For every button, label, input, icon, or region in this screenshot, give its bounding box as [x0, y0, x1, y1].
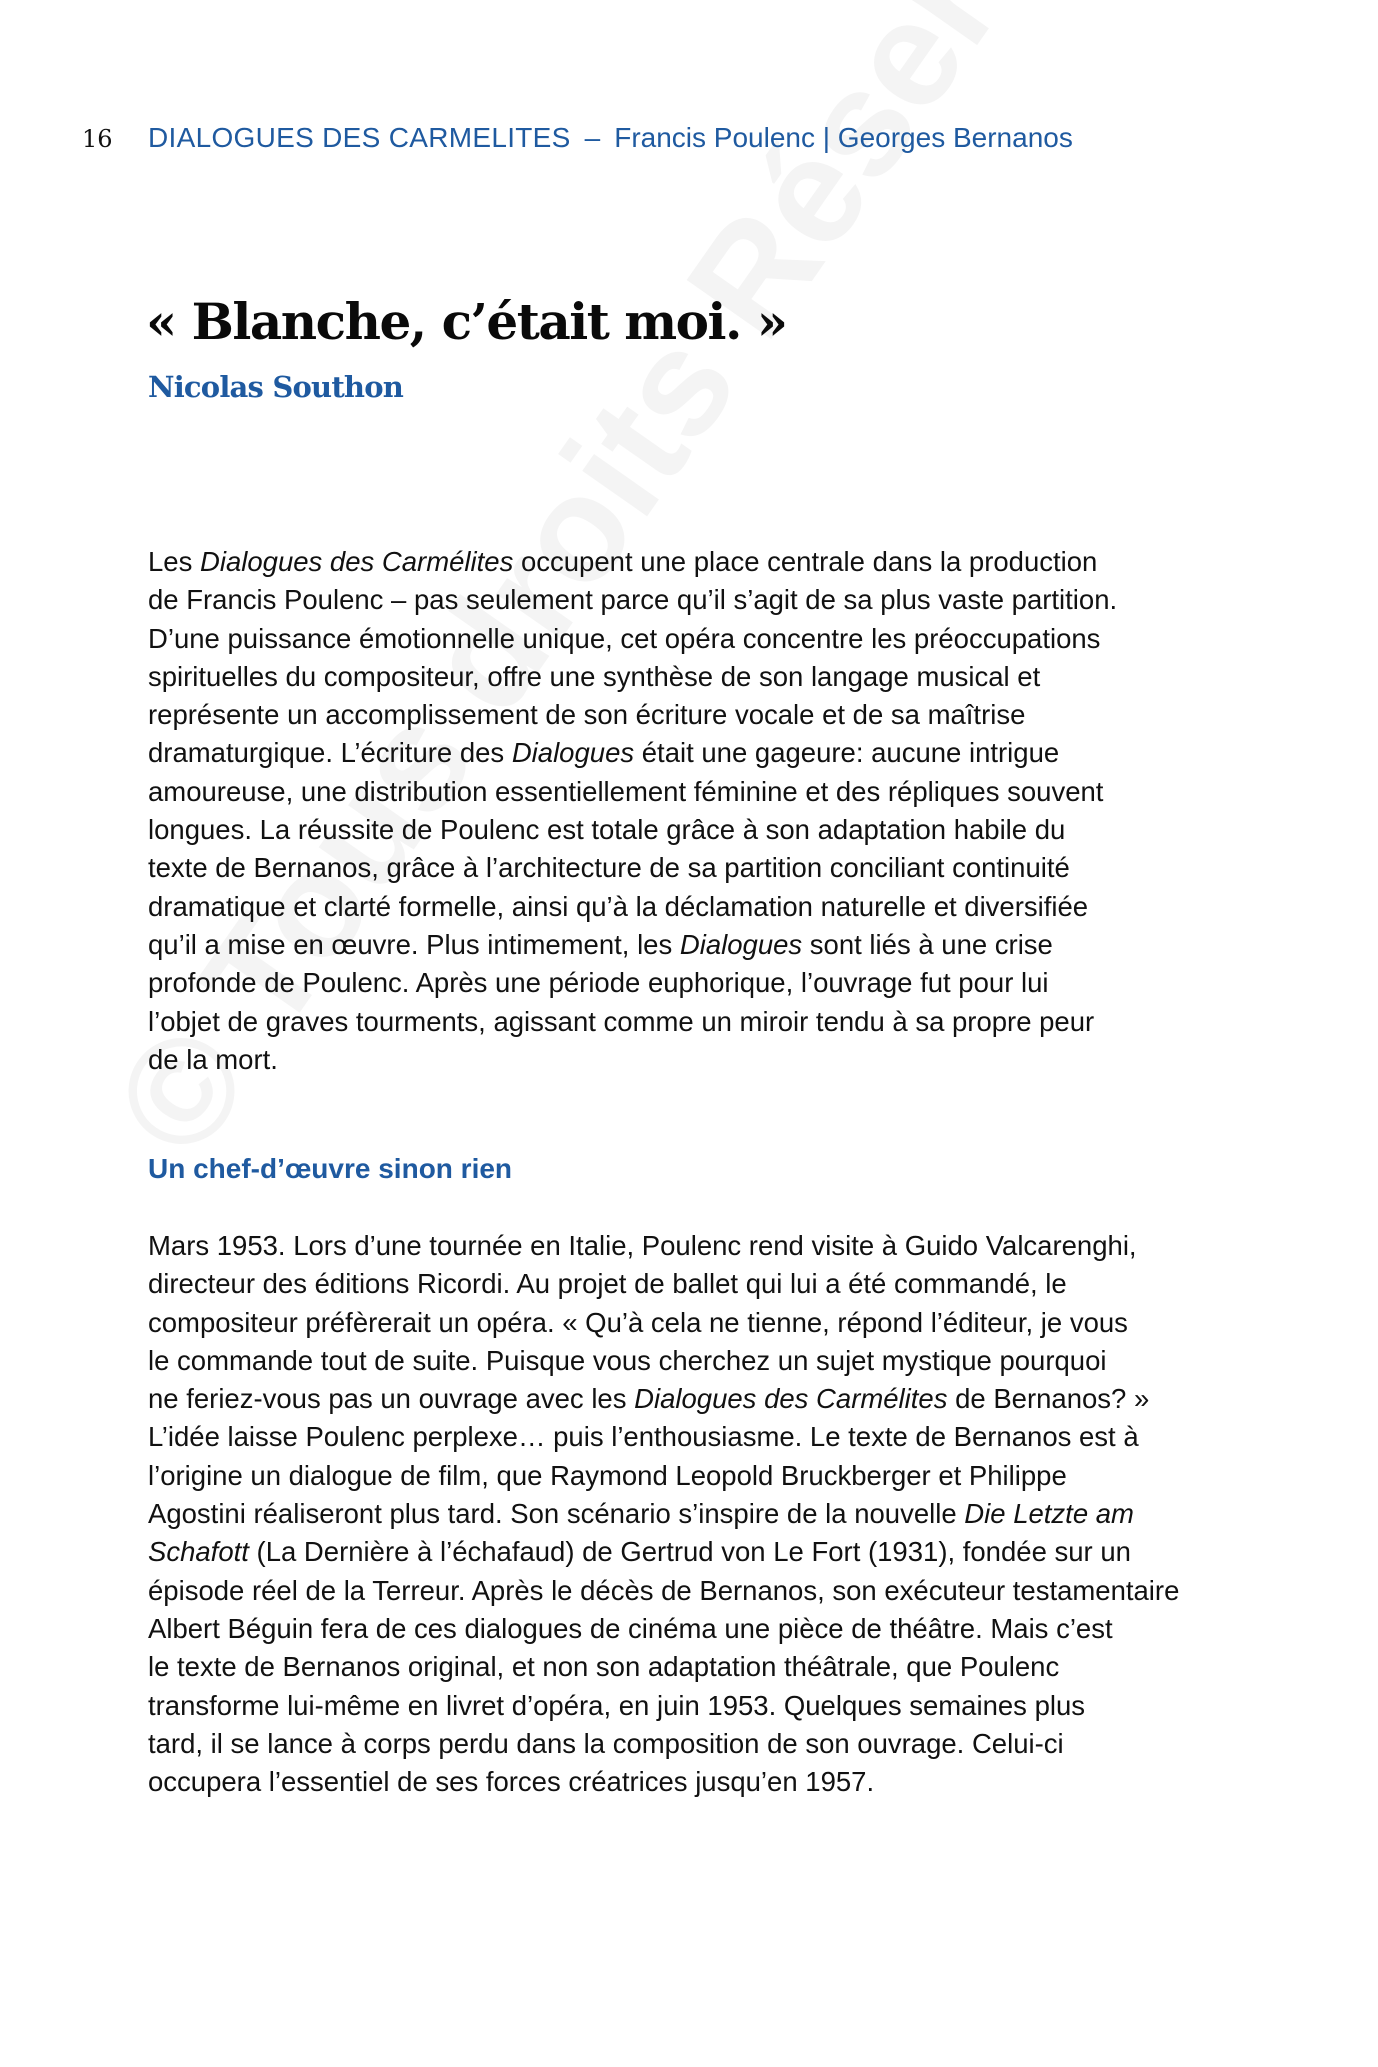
text-line — [148, 1227, 1238, 1265]
text-line — [148, 1533, 1238, 1571]
text-run: l’objet de graves tourments, agissant comme un miroir tendu à sa propre peur — [148, 1005, 1095, 1037]
text-line — [148, 1725, 1238, 1763]
text-run: amoureuse, une distribution essentiellement féminine et des répliques souvent — [148, 775, 1104, 807]
text-run: ne feriez-vous pas un ouvrage avec les — [148, 1383, 635, 1415]
text-line — [148, 1304, 1238, 1342]
text-run: sont liés à une crise — [802, 928, 1053, 960]
text-run: représente un accomplissement de son écriture vocale et de sa maîtrise — [148, 699, 1026, 731]
text-run: occupent une place centrale dans la production — [513, 546, 1098, 577]
text-run: longues. La réussite de Poulenc est totale grâce à son adaptation habile du — [148, 814, 1066, 846]
text-run: directeur des éditions Ricordi. Au projet de ballet qui lui a été commandé, le — [148, 1268, 1067, 1300]
intro-paragraph — [148, 543, 1238, 1079]
text-line — [148, 1610, 1238, 1648]
text-run: profonde de Poulenc. Après une période euphorique, l’ouvrage fut pour lui — [148, 967, 1049, 999]
text-line — [148, 849, 1238, 887]
text-line — [148, 811, 1238, 849]
body-paragraph — [148, 1227, 1238, 1801]
text-run: était une gageure: aucune intrigue — [634, 737, 1060, 769]
text-line — [148, 1687, 1238, 1725]
text-run: le texte de Bernanos original, et non son adaptation théâtrale, que Poulenc — [148, 1651, 1060, 1683]
text-run: dramatique et clarté formelle, ainsi qu’à la déclamation naturelle et diversifiée — [148, 890, 1089, 922]
text-run: spirituelles du compositeur, offre une synthèse de son langage musical et — [148, 660, 1041, 692]
text-run: D’une puissance émotionnelle unique, cet opéra concentre les préoccupations — [148, 622, 1101, 654]
text-line — [148, 1763, 1238, 1801]
article-title: « Blanche, c’était moi. » — [146, 292, 787, 351]
text-run: de la mort. — [148, 1043, 278, 1075]
text-line — [148, 1041, 1238, 1079]
text-line — [148, 734, 1238, 772]
text-line — [148, 543, 1238, 581]
text-line — [148, 1572, 1238, 1610]
italic-title: Schafott — [148, 1536, 249, 1568]
text-line — [148, 1265, 1238, 1303]
italic-title: Dialogues des Carmélites — [634, 1383, 948, 1415]
text-run: occupera l’essentiel de ses forces créatrices jusqu’en 1957. — [148, 1766, 875, 1798]
article-author: Nicolas Southon — [148, 370, 404, 404]
text-run: le commande tout de suite. Puisque vous cherchez un sujet mystique pourquoi — [148, 1344, 1107, 1376]
text-line — [148, 926, 1238, 964]
italic-title: Die Letzte am — [964, 1498, 1134, 1530]
page-number: 16 — [82, 125, 113, 153]
text-line — [148, 888, 1238, 926]
text-line — [148, 1380, 1238, 1418]
text-run: Albert Béguin fera de ces dialogues de cinéma une pièce de théâtre. Mais c’est — [148, 1612, 1113, 1644]
text-run: dramaturgique. L’écriture des — [148, 737, 512, 769]
text-run: Mars 1953. Lors d’une tournée en Italie, Poulenc rend visite à Guido Valcarenghi, — [148, 1230, 1137, 1261]
italic-title: Dialogues des Carmélites — [199, 546, 514, 577]
text-line — [148, 964, 1238, 1002]
text-run: de Francis Poulenc – pas seulement parce qu’il s’agit de sa plus vaste partition. — [148, 584, 1118, 616]
text-run: qu’il a mise en œuvre. Plus intimement, les — [148, 928, 680, 960]
text-run: texte de Bernanos, grâce à l’architecture de sa partition conciliant continuité — [148, 852, 1070, 884]
header-separator: – — [584, 122, 601, 153]
section-heading: Un chef-d’œuvre sinon rien — [148, 1153, 513, 1184]
text-line — [148, 773, 1238, 811]
text-run: Les — [148, 546, 200, 577]
text-line — [148, 581, 1238, 619]
text-run: L’idée laisse Poulenc perplexe… puis l’enthousiasme. Le texte de Bernanos est à — [148, 1421, 1139, 1453]
text-line — [148, 1457, 1238, 1495]
text-run: épisode réel de la Terreur. Après le décès de Bernanos, son exécuteur testamentaire — [148, 1574, 1180, 1606]
text-line — [148, 1003, 1238, 1041]
text-run: de Bernanos? » — [947, 1383, 1150, 1415]
header-work-title: DIALOGUES DES CARMELITES — [148, 122, 571, 153]
running-header — [82, 122, 1073, 162]
text-run: transforme lui-même en livret d’opéra, en juin 1953. Quelques semaines plus — [148, 1689, 1086, 1721]
text-line — [148, 1418, 1238, 1456]
text-line — [148, 696, 1238, 734]
header-authors: Francis Poulenc | Georges Bernanos — [614, 122, 1073, 153]
italic-title: Dialogues — [511, 737, 635, 769]
italic-title: Dialogues — [679, 928, 803, 960]
text-line — [148, 1648, 1238, 1686]
text-run: l’origine un dialogue de film, que Raymond Leopold Bruckberger et Philippe — [148, 1459, 1067, 1491]
text-run: (La Dernière à l’échafaud) de Gertrud von Le Fort (1931), fondée sur un — [248, 1536, 1131, 1568]
text-line — [148, 658, 1238, 696]
text-run: compositeur préfèrerait un opéra. « Qu’à cela ne tienne, répond l’éditeur, je vous — [148, 1306, 1128, 1338]
text-run: tard, il se lance à corps perdu dans la composition de son ouvrage. Celui-ci — [148, 1727, 1064, 1759]
text-line — [148, 620, 1238, 658]
text-line — [148, 1495, 1238, 1533]
text-run: Agostini réaliseront plus tard. Son scénario s’inspire de la nouvelle — [148, 1498, 965, 1530]
text-line — [148, 1342, 1238, 1380]
